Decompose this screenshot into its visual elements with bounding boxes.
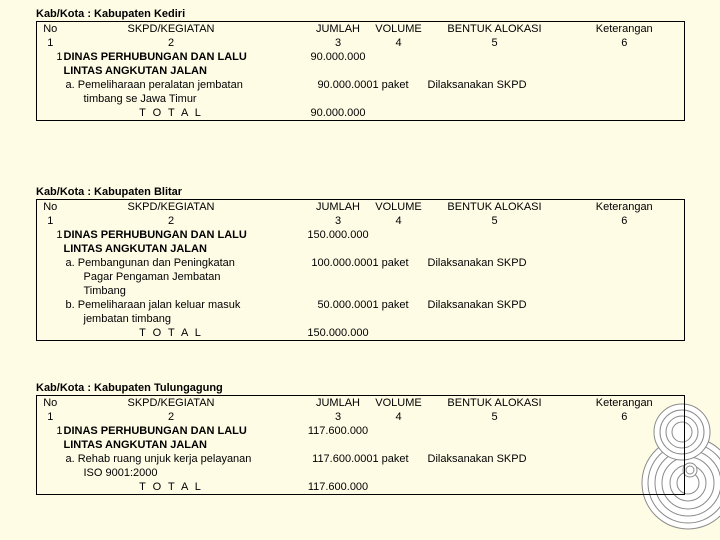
item-bentuk: Dilaksanakan SKPD (427, 453, 527, 465)
dinas-name (64, 50, 304, 78)
kabupaten-block (36, 382, 684, 495)
item-jumlah: 117.600.000 (312, 453, 373, 465)
col-number: 6 (565, 214, 685, 228)
dinas-number: 1 (37, 50, 64, 78)
kegiatan-description (64, 78, 304, 106)
kegiatan-line: Pagar Pengaman Jembatan (83, 271, 221, 283)
kabupaten-block (36, 8, 684, 121)
section-title: Kab/Kota : Kabupaten Blitar (36, 186, 183, 198)
dinas-row (37, 228, 685, 256)
kegiatan-line: Timbang (83, 285, 126, 297)
kabupaten-block (36, 186, 684, 341)
col-number: 5 (491, 37, 498, 49)
col-number: 4 (395, 411, 402, 423)
dinas-name-line: DINAS PERHUBUNGAN DAN LALU (63, 51, 247, 63)
col-header-no: No (37, 200, 64, 215)
col-header-volume: VOLUME (373, 396, 425, 411)
table-row (37, 256, 685, 298)
kegiatan-line: ISO 9001:2000 (83, 467, 158, 479)
dinas-number: 1 (37, 424, 64, 452)
dinas-name-line: LINTAS ANGKUTAN JALAN (63, 243, 207, 255)
item-bentuk: Dilaksanakan SKPD (427, 299, 527, 311)
table-header-row (37, 22, 685, 37)
kegiatan-line: b. Pemeliharaan jalan keluar masuk (65, 299, 241, 311)
col-header-keterangan: Keterangan (565, 22, 685, 37)
col-number: 2 (167, 37, 175, 49)
kegiatan-line: jembatan timbang (83, 313, 171, 325)
col-header-kegiatan: SKPD/KEGIATAN (64, 200, 279, 215)
col-header-volume: VOLUME (373, 22, 425, 37)
table-header-row (37, 200, 685, 215)
table-row (37, 298, 685, 326)
total-label: T O T A L (64, 480, 279, 495)
dinas-row (37, 424, 685, 452)
col-header-kegiatan: SKPD/KEGIATAN (64, 22, 279, 37)
allocation-table (36, 21, 685, 121)
dinas-jumlah: 90.000.000 (310, 51, 366, 63)
col-number: 6 (565, 36, 685, 50)
col-number: 5 (491, 411, 498, 423)
dinas-name (64, 424, 304, 452)
dinas-number: 1 (37, 228, 64, 256)
dinas-name (64, 228, 304, 256)
dinas-name-line: LINTAS ANGKUTAN JALAN (63, 65, 207, 77)
col-header-kegiatan: SKPD/KEGIATAN (64, 396, 279, 411)
col-header-no: No (37, 22, 64, 37)
total-jumlah: 90.000.000 (304, 106, 373, 121)
kegiatan-description (64, 452, 304, 480)
item-volume: 1 paket (372, 79, 409, 91)
col-number: 1 (37, 214, 64, 228)
total-jumlah: 150.000.000 (304, 326, 373, 341)
col-number: 4 (395, 37, 402, 49)
item-volume: 1 paket (372, 257, 409, 269)
col-header-volume: VOLUME (373, 200, 425, 215)
dinas-jumlah: 117.600.000 (307, 425, 369, 437)
col-number: 4 (395, 215, 402, 227)
col-header-no: No (37, 396, 64, 411)
dinas-name-line: DINAS PERHUBUNGAN DAN LALU (63, 425, 247, 437)
allocation-table (36, 199, 685, 341)
total-row (37, 326, 685, 341)
item-volume: 1 paket (372, 453, 409, 465)
col-header-keterangan: Keterangan (565, 396, 685, 411)
col-number: 2 (167, 215, 175, 227)
total-row (37, 106, 685, 121)
column-number-row (37, 36, 685, 50)
allocation-table (36, 395, 685, 495)
total-jumlah: 117.600.000 (304, 480, 373, 495)
item-jumlah: 100.000.000 (311, 257, 373, 269)
kegiatan-description (64, 256, 304, 298)
col-number: 6 (565, 410, 685, 424)
kegiatan-line: a. Pemeliharaan peralatan jembatan (65, 79, 243, 91)
total-row (37, 480, 685, 495)
col-number: 3 (334, 37, 342, 49)
col-header-jumlah: JUMLAH (304, 396, 373, 411)
item-bentuk: Dilaksanakan SKPD (427, 79, 527, 91)
column-number-row (37, 410, 685, 424)
dinas-row (37, 50, 685, 78)
total-label: T O T A L (64, 326, 279, 341)
table-row (37, 78, 685, 106)
deco-circle (683, 463, 697, 477)
kegiatan-description (64, 298, 304, 326)
table-row (37, 452, 685, 480)
dinas-name-line: DINAS PERHUBUNGAN DAN LALU (63, 229, 247, 241)
kegiatan-line: timbang se Jawa Timur (83, 93, 197, 105)
item-volume: 1 paket (372, 299, 409, 311)
col-header-keterangan: Keterangan (565, 200, 685, 215)
total-label: T O T A L (64, 106, 279, 121)
section-title: Kab/Kota : Kabupaten Kediri (36, 8, 186, 20)
kegiatan-line: a. Pembangunan dan Peningkatan (65, 257, 235, 269)
col-number: 3 (334, 411, 342, 423)
col-number: 1 (37, 36, 64, 50)
deco-circle (686, 466, 694, 474)
col-header-jumlah: JUMLAH (304, 22, 373, 37)
col-number: 2 (167, 411, 175, 423)
col-number: 1 (37, 410, 64, 424)
item-jumlah: 50.000.000 (317, 299, 373, 311)
col-number: 3 (334, 215, 342, 227)
col-header-jumlah: JUMLAH (304, 200, 373, 215)
col-header-bentuk: BENTUK ALOKASI (425, 200, 565, 215)
col-number: 5 (491, 215, 498, 227)
dinas-jumlah: 150.000.000 (307, 229, 369, 241)
table-header-row (37, 396, 685, 411)
dinas-name-line: LINTAS ANGKUTAN JALAN (63, 439, 207, 451)
item-bentuk: Dilaksanakan SKPD (427, 257, 527, 269)
section-title: Kab/Kota : Kabupaten Tulungagung (36, 382, 223, 394)
column-number-row (37, 214, 685, 228)
item-jumlah: 90.000.000 (317, 79, 373, 91)
kegiatan-line: a. Rehab ruang unjuk kerja pelayanan (65, 453, 252, 465)
col-header-bentuk: BENTUK ALOKASI (425, 396, 565, 411)
col-header-bentuk: BENTUK ALOKASI (425, 22, 565, 37)
